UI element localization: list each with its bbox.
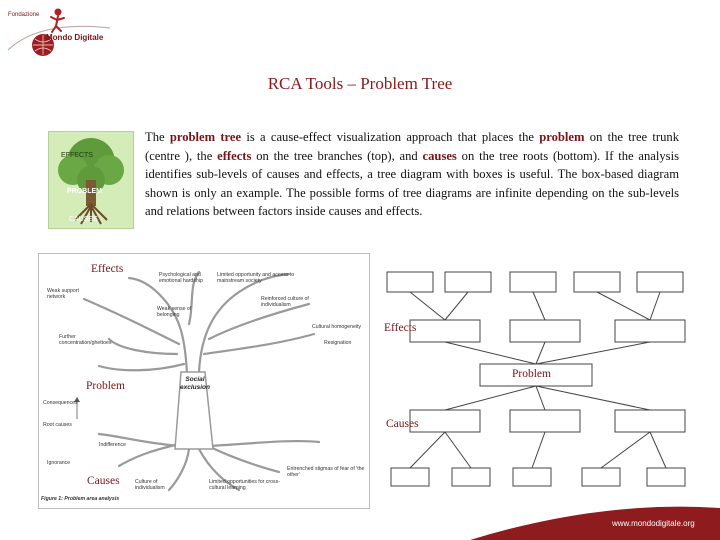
center-label-social-exclusion: Social exclusion	[180, 376, 210, 391]
intro-text-5: on the tree roots (bottom). If the analysis identifies sub-levels of causes and effects, a tree diagram with boxes is useful. The box-based diagram shown is only an example. The possible forms of tree diagrams are infinite depending on the sub-levels and relations between factors inside causes and effects.	[145, 148, 679, 218]
label-limited-opportunities-learning: Limited opportunities for cross-cultural learning	[209, 479, 280, 491]
page-title: RCA Tools – Problem Tree	[267, 74, 453, 93]
label-consequences: Consequences	[43, 400, 78, 406]
tree-effects-label: EFFECTS	[61, 152, 93, 159]
overlay-causes-label: Causes	[87, 475, 120, 487]
label-further-concentration: Further concentration/ghettoes	[59, 334, 112, 346]
logo-main-text: Mondo Digitale	[46, 33, 104, 42]
right-effects-label: Effects	[384, 322, 417, 334]
right-causes-label: Causes	[386, 418, 419, 430]
label-cultural-homogeneity: Cultural homogeneity	[312, 324, 362, 330]
logo-small-text: Fondazione	[8, 12, 40, 18]
intro-bold-effects: effects	[217, 148, 252, 163]
figure-caption: Figure 1: Problem area analysis	[41, 496, 120, 502]
label-culture-individualism: Culture of individualism	[135, 479, 165, 491]
label-root-causes: Root causes	[43, 422, 72, 428]
intro-text-1: The	[145, 130, 170, 144]
label-entrenched-stigmas: Entrenched stigmas of fear of 'the other'	[287, 466, 365, 478]
label-weak-sense: Weak sense of belonging	[157, 306, 192, 318]
label-ignorance: Ignorance	[47, 460, 71, 466]
intro-text-3: on the tree trunk (centre ), the	[145, 130, 679, 163]
label-limited-opportunity: Limited opportunity and access to mainstream society	[217, 272, 295, 284]
right-problem-label: Problem	[512, 368, 551, 380]
intro-text-4: on the tree branches (top), and	[251, 148, 423, 163]
label-resignation: Resignation	[324, 340, 352, 346]
tree-problem-label: PROBLEM	[67, 188, 102, 195]
label-psychological: Psychological and emotional hardship	[159, 272, 203, 284]
intro-bold-problem: problem	[539, 130, 585, 144]
label-reinforced-culture: Reinforced culture of individualism	[261, 296, 309, 308]
label-indifference: Indifference	[99, 442, 127, 448]
tree-causes-label: CAUSES	[69, 216, 98, 223]
intro-text-2: is a cause-effect visualization approach that places the	[241, 130, 540, 144]
overlay-effects-label: Effects	[91, 263, 124, 275]
overlay-problem-label: Problem	[86, 380, 125, 392]
label-weak-support: Weak support network	[47, 288, 79, 300]
intro-bold-problem-tree: problem tree	[169, 130, 242, 144]
footer-url: www.mondodigitale.org	[612, 519, 695, 528]
intro-bold-causes: causes	[422, 148, 457, 163]
